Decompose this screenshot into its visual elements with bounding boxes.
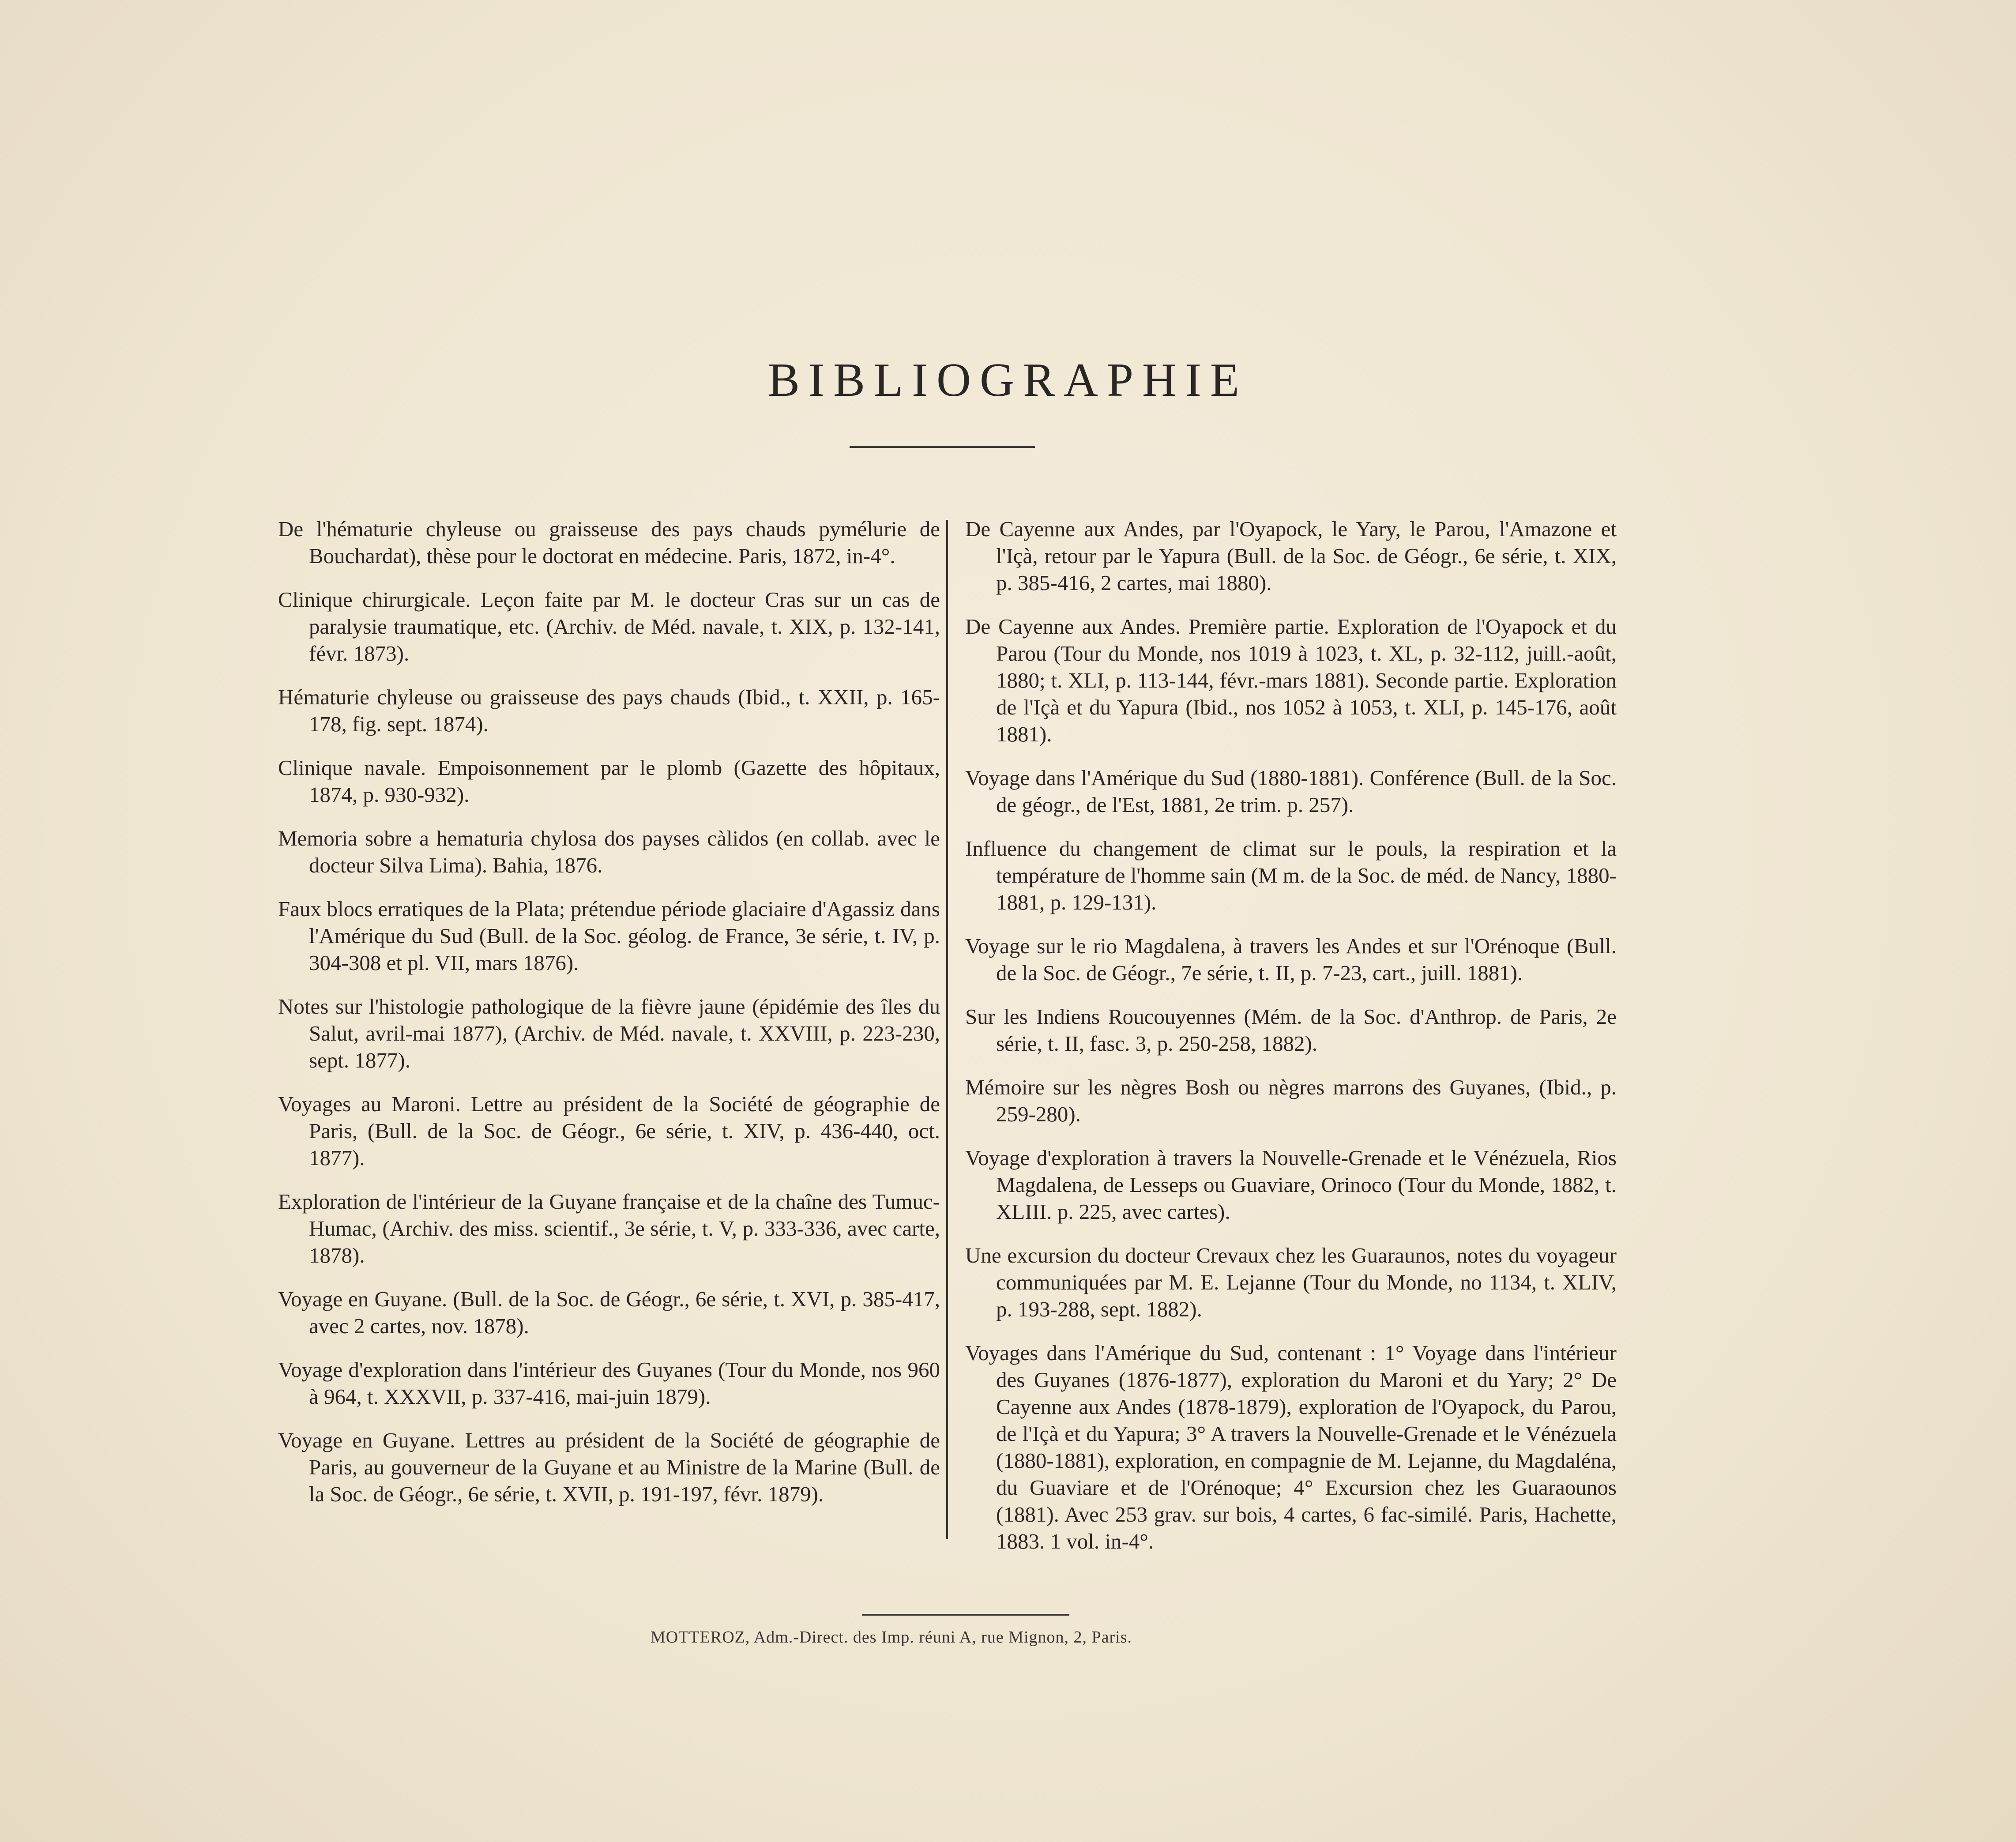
- bib-entry: Voyage dans l'Amérique du Sud (1880-1881). Conférence (Bull. de la Soc. de géogr., de l'Est, 1881, 2e trim. p. 257).: [965, 766, 1617, 817]
- bib-entry: Memoria sobre a hematuria chylosa dos payses càlidos (en collab. avec le docteur Silva Lima). Bahia, 1876.: [278, 826, 940, 877]
- bib-entry: Voyage en Guyane. (Bull. de la Soc. de Géogr., 6e série, t. XVI, p. 385-417, avec 2 cartes, nov. 1878).: [278, 1287, 940, 1338]
- bib-entry: Clinique navale. Empoisonnement par le plomb (Gazette des hôpitaux, 1874, p. 930-932).: [278, 756, 940, 807]
- bib-entry: Voyage d'exploration à travers la Nouvelle-Grenade et le Vénézuela, Rios Magdalena, de Lesseps ou Guaviare, Orinoco (Tour du Monde, 1882, t. XLIII. p. 225, avec cartes).: [965, 1146, 1617, 1224]
- bib-entry: Voyage d'exploration dans l'intérieur des Guyanes (Tour du Monde, nos 960 à 964, t. XXXVII, p. 337-416, mai-juin 1879).: [278, 1357, 940, 1409]
- left-column: [278, 515, 940, 1524]
- bib-entry: De l'hématurie chyleuse ou graisseuse des pays chauds pymélurie de Bouchardat), thèse pour le doctorat en médecine. Paris, 1872, in-4°.: [278, 517, 940, 568]
- right-column: [965, 515, 1617, 1571]
- bib-entry: De Cayenne aux Andes, par l'Oyapock, le Yary, le Parou, l'Amazone et l'Içà, retour par le Yapura (Bull. de la Soc. de Géogr., 6e série, t. XIX, p. 385-416, 2 cartes, mai 1880).: [965, 517, 1617, 595]
- footer-rule: [862, 1614, 1069, 1616]
- bib-entry: Voyage en Guyane. Lettres au président de la Société de géographie de Paris, au gouverneur de la Guyane et au Ministre de la Marine (Bull. de la Soc. de Géogr., 6e série, t. XVII, p. 191-197, févr. 1879).: [278, 1428, 940, 1506]
- bib-entry: Une excursion du docteur Crevaux chez les Guaraunos, notes du voyageur communiquées par M. E. Lejanne (Tour du Monde, no 1134, t. XLIV, p. 193-288, sept. 1882).: [965, 1243, 1617, 1321]
- bib-entry: Sur les Indiens Roucouyennes (Mém. de la Soc. d'Anthrop. de Paris, 2e série, t. II, fasc. 3, p. 250-258, 1882).: [965, 1004, 1617, 1056]
- bib-entry: Exploration de l'intérieur de la Guyane française et de la chaîne des Tumuc-Humac, (Archiv. des miss. scientif., 3e série, t. V, p. 333-336, avec carte, 1878).: [278, 1189, 940, 1267]
- printer-imprint: MOTTEROZ, Adm.-Direct. des Imp. réuni A, rue Mignon, 2, Paris.: [651, 1628, 1132, 1647]
- page-title: BIBLIOGRAPHIE: [768, 354, 1248, 406]
- bib-entry: Notes sur l'histologie pathologique de la fièvre jaune (épidémie des îles du Salut, avril-mai 1877), (Archiv. de Méd. navale, t. XXVIII, p. 223-230, sept. 1877).: [278, 994, 940, 1072]
- bib-entry: Voyages dans l'Amérique du Sud, contenant : 1° Voyage dans l'intérieur des Guyanes (1876-1877), exploration du Maroni et du Yary; 2° De Cayenne aux Andes (1878-1879), exploration de l'Oyapock, du Parou, de l'Içà et du Yapura; 3° A travers la Nouvelle-Grenade et le Vénézuela (1880-1881), exploration, en compagnie de M. Lejanne, du Magdaléna, du Guaviare et de l'Orénoque; 4° Excursion chez les Guaraounos (1881). Avec 253 grav. sur bois, 4 cartes, 6 fac-similé. Paris, Hachette, 1883. 1 vol. in-4°.: [965, 1341, 1617, 1553]
- title-rule: [850, 446, 1035, 448]
- column-divider: [946, 520, 948, 1539]
- bib-entry: Voyage sur le rio Magdalena, à travers les Andes et sur l'Orénoque (Bull. de la Soc. de Géogr., 7e série, t. II, p. 7-23, cart., juill. 1881).: [965, 934, 1617, 985]
- bib-entry: Hématurie chyleuse ou graisseuse des pays chauds (Ibid., t. XXII, p. 165-178, fig. sept. 1874).: [278, 685, 940, 736]
- bib-entry: Influence du changement de climat sur le pouls, la respiration et la température de l'homme sain (M m. de la Soc. de méd. de Nancy, 1880-1881, p. 129-131).: [965, 836, 1617, 914]
- bib-entry: Clinique chirurgicale. Leçon faite par M. le docteur Cras sur un cas de paralysie traumatique, etc. (Archiv. de Méd. navale, t. XIX, p. 132-141, févr. 1873).: [278, 587, 940, 665]
- bib-entry: Mémoire sur les nègres Bosh ou nègres marrons des Guyanes, (Ibid., p. 259-280).: [965, 1075, 1617, 1126]
- bib-entry: De Cayenne aux Andes. Première partie. Exploration de l'Oyapock et du Parou (Tour du Monde, nos 1019 à 1023, t. XL, p. 32-112, juill.-août, 1880; t. XLI, p. 113-144, févr.-mars 1881). Seconde partie. Exploration de l'Içà et du Yapura (Ibid., nos 1052 à 1053, t. XLI, p. 145-176, août 1881).: [965, 614, 1617, 746]
- bib-entry: Faux blocs erratiques de la Plata; prétendue période glaciaire d'Agassiz dans l'Amérique du Sud (Bull. de la Soc. géolog. de France, 3e série, t. IV, p. 304-308 et pl. VII, mars 1876).: [278, 897, 940, 975]
- bib-entry: Voyages au Maroni. Lettre au président de la Société de géographie de Paris, (Bull. de la Soc. de Géogr., 6e série, t. XIV, p. 436-440, oct. 1877).: [278, 1092, 940, 1170]
